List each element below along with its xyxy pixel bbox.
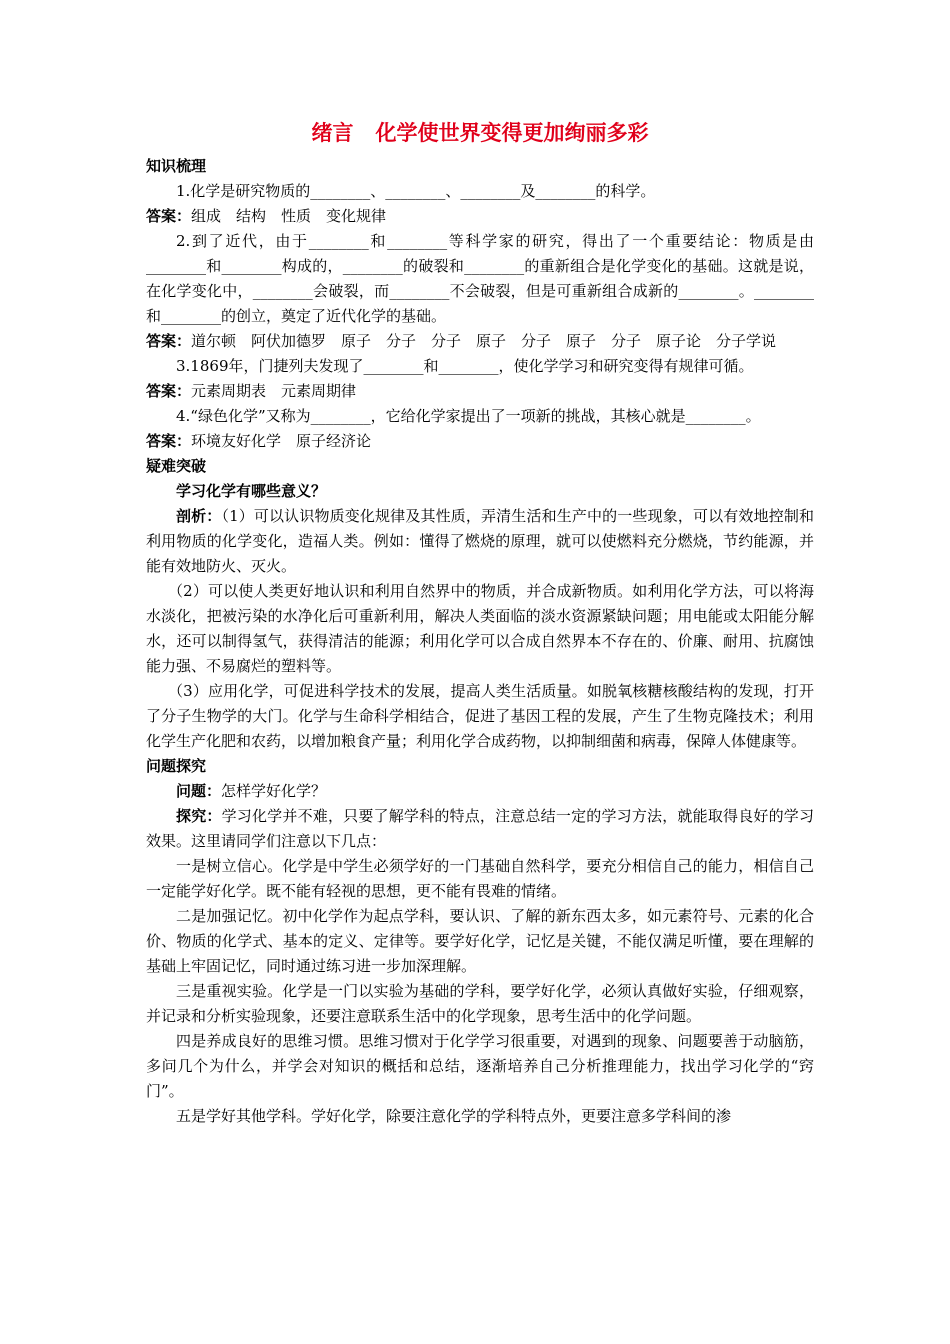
- question-1: 1.化学是研究物质的________、________、________及________的科学。: [176, 182, 656, 200]
- answer-1: [146, 204, 814, 229]
- explore-point-5: 五是学好其他学科。学好化学，除要注意化学的学科特点外，更要注意多学科间的渗: [176, 1107, 732, 1125]
- explore-point-4: 四是养成良好的思维习惯。思维习惯对于化学学习很重要，对遇到的现象、问题要善于动脑筋，多问几个为什么，并学会对知识的概括和总结，逐渐培养自己分析推理能力，找出学习化学的“窍门”。: [146, 1032, 814, 1100]
- document-page: [146, 118, 814, 1129]
- question-label: 问题：: [176, 782, 222, 800]
- answer-text: 道尔顿 阿伏加德罗 原子 分子 分子 原子 分子 原子 分子 原子论 分子学说: [191, 332, 777, 350]
- analysis-text: （1）可以认识物质变化规律及其性质，弄清生活和生产中的一些现象，可以有效地控制和利用物质的化学变化，造福人类。例如：懂得了燃烧的原理，就可以使燃料充分燃烧，节约能源，并能有效地防火、灭火。: [146, 507, 814, 575]
- answer-label: 答案：: [146, 207, 192, 225]
- title-right: 化学使世界变得更加绚丽多彩: [375, 121, 649, 145]
- difficulty-question: 学习化学有哪些意义？: [176, 482, 327, 500]
- answer-3: [146, 379, 814, 404]
- explore-point-3: 三是重视实验。化学是一门以实验为基础的学科，要学好化学，必须认真做好实验，仔细观察，并记录和分析实验现象，还要注意联系生活中的化学现象，思考生活中的化学问题。: [146, 982, 814, 1025]
- answer-label: 答案：: [146, 432, 192, 450]
- analysis-paragraph-1: [146, 504, 814, 579]
- answer-text: 环境友好化学 原子经济论: [191, 432, 372, 450]
- question-text: 怎样学好化学？: [221, 782, 327, 800]
- question-3: 3.1869年，门捷列夫发现了________和________，使化学学习和研究变得有规律可循。: [176, 357, 754, 375]
- section-heading-knowledge: 知识梳理: [146, 157, 207, 175]
- answer-label: 答案：: [146, 332, 192, 350]
- analysis-label: 剖析：: [176, 507, 222, 525]
- answer-text: 组成 结构 性质 变化规律: [191, 207, 387, 225]
- page-title: [146, 118, 814, 148]
- inquiry-question: [146, 779, 814, 804]
- title-left: 绪言: [311, 121, 354, 145]
- question-2: 2.到了近代，由于________和________等科学家的研究，得出了一个重要结论：物质是由________和________构成的，________的破裂和________的重新组合是化学变化的基础。这就是说，在化学变化中，________会破裂，而________不会破裂，但是可重新组合成新的________。________和________的创立，奠定了近代化学的基础。: [146, 232, 814, 325]
- answer-4: [146, 429, 814, 454]
- section-heading-inquiry: 问题探究: [146, 757, 207, 775]
- answer-label: 答案：: [146, 382, 192, 400]
- explore-point-1: 一是树立信心。化学是中学生必须学好的一门基础自然科学，要充分相信自己的能力，相信自己一定能学好化学。既不能有轻视的思想，更不能有畏难的情绪。: [146, 857, 814, 900]
- analysis-paragraph-3: （3）应用化学，可促进科学技术的发展，提高人类生活质量。如脱氧核糖核酸结构的发现，打开了分子生物学的大门。化学与生命科学相结合，促进了基因工程的发展，产生了生物克隆技术；利用化学生产化肥和农药，以增加粮食产量；利用化学合成药物，以抑制细菌和病毒，保障人体健康等。: [146, 682, 814, 750]
- explore-text: 学习化学并不难，只要了解学科的特点，注意总结一定的学习方法，就能取得良好的学习效果。这里请同学们注意以下几点：: [146, 807, 814, 850]
- answer-text: 元素周期表 元素周期律: [191, 382, 357, 400]
- explore-intro: [146, 804, 814, 854]
- answer-2: [146, 329, 814, 354]
- section-heading-difficulty: 疑难突破: [146, 457, 207, 475]
- analysis-paragraph-2: （2）可以使人类更好地认识和利用自然界中的物质，并合成新物质。如利用化学方法，可以将海水淡化，把被污染的水净化后可重新利用，解决人类面临的淡水资源紧缺问题；用电能或太阳能分解水，还可以制得氢气，获得清洁的能源；利用化学可以合成自然界本不存在的、价廉、耐用、抗腐蚀能力强、不易腐烂的塑料等。: [146, 582, 814, 675]
- question-4: 4.“绿色化学”又称为________，它给化学家提出了一项新的挑战，其核心就是________。: [176, 407, 761, 425]
- explore-label: 探究：: [176, 807, 222, 825]
- explore-point-2: 二是加强记忆。初中化学作为起点学科，要认识、了解的新东西太多，如元素符号、元素的化合价、物质的化学式、基本的定义、定律等。要学好化学，记忆是关键，不能仅满足听懂，要在理解的基础上牢固记忆，同时通过练习进一步加深理解。: [146, 907, 814, 975]
